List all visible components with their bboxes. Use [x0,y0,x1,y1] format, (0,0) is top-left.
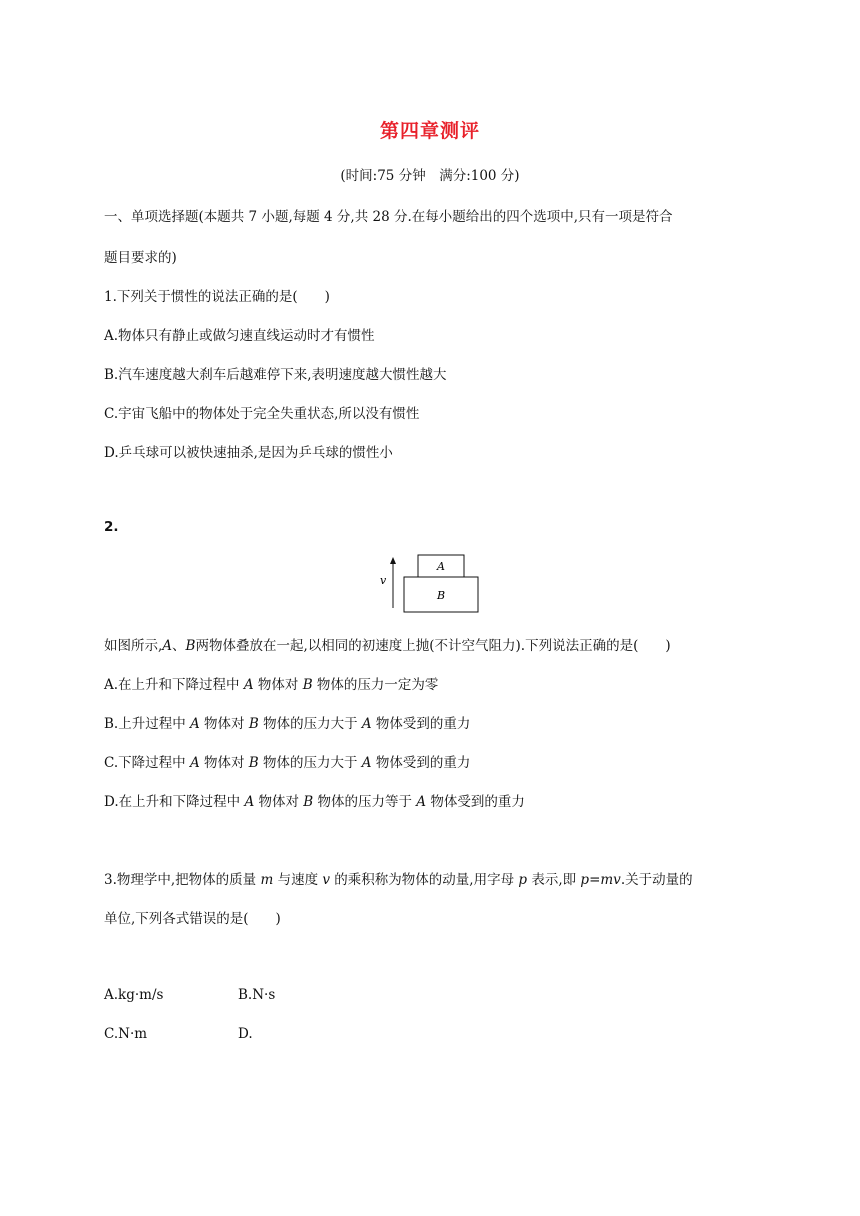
page-title: 第四章测评 [379,120,480,142]
section-heading-line-2: 题目要求的) [104,250,177,266]
q1-option-d: D.乒乓球可以被快速抽杀,是因为乒乓球的惯性小 [104,445,393,461]
section-heading-line-1: 一、单项选择题(本题共 7 小题,每题 4 分,共 28 分.在每小题给出的四个选项中,只有一项是符合 [104,209,673,225]
q3-stem-line-2: 单位,下列各式错误的是( ) [104,911,281,927]
q2-option-d: D.在上升和下降过程中 A 物体对 B 物体的压力等于 A 物体受到的重力 [104,794,525,810]
q3-stem-line-1: 3.物理学中,把物体的质量 m 与速度 v 的乘积称为物体的动量,用字母 p 表示,即 p=mv.关于动量的 [104,872,693,888]
exam-time-and-score: (时间:75 分钟 满分:100 分) [340,168,520,184]
q1-option-c: C.宇宙飞船中的物体处于完全失重状态,所以没有惯性 [104,406,420,422]
q3-option-a: A.kg·m/s [104,987,164,1003]
q2-stacked-blocks-figure [377,550,487,616]
q3-option-d: D. [238,1026,253,1042]
q2-option-b: B.上升过程中 A 物体对 B 物体的压力大于 A 物体受到的重力 [104,716,471,732]
q1-option-a: A.物体只有静止或做匀速直线运动时才有惯性 [104,328,375,344]
velocity-arrow-head-icon [390,557,396,564]
q2-option-c: C.下降过程中 A 物体对 B 物体的压力大于 A 物体受到的重力 [104,755,471,771]
block-a-label: A [437,560,445,573]
block-b-label: B [436,589,446,602]
q3-option-c: C.N·m [104,1026,148,1042]
velocity-label: v [380,574,387,587]
q3-option-b: B.N·s [238,987,276,1003]
q2-number: 2. [104,519,119,535]
q2-option-a: A.在上升和下降过程中 A 物体对 B 物体的压力一定为零 [104,677,439,693]
q2-stem: 如图所示,A、B两物体叠放在一起,以相同的初速度上抛(不计空气阻力).下列说法正确的是( ) [104,638,671,654]
q1-option-b: B.汽车速度越大刹车后越难停下来,表明速度越大惯性越大 [104,367,447,383]
q1-stem: 1.下列关于惯性的说法正确的是( ) [104,289,330,305]
